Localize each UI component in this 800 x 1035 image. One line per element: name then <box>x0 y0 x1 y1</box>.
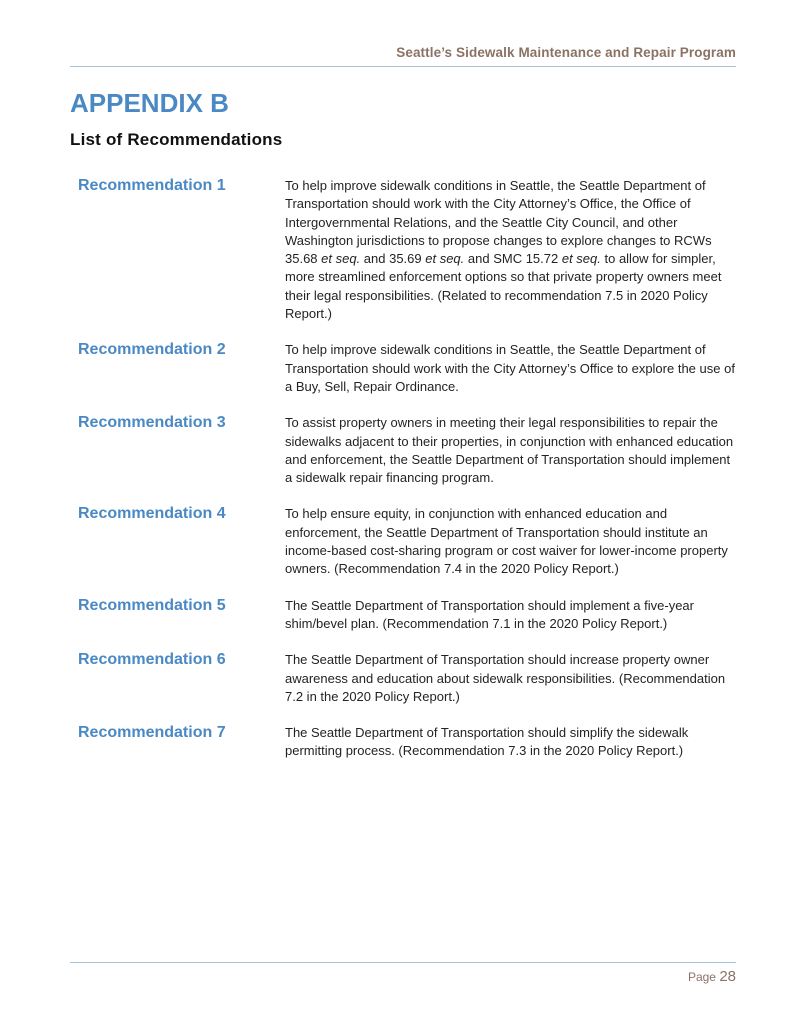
body-text: To help ensure equity, in conjunction with enhanced education and enforcement, the Seattle Department of Transportation should institute an income-based cost-sharing program or cost waiver for lower-income property owners. (Recommendation 7.4 in the 2020 Policy Report.) <box>285 506 728 577</box>
body-text: The Seattle Department of Transportation should implement a five-year shim/bevel plan. (Recommendation 7.1 in the 2020 Policy Report.) <box>285 597 694 631</box>
recommendation-row <box>70 414 736 487</box>
page-header <box>70 44 736 67</box>
recommendation-title: Recommendation 7 <box>78 724 226 742</box>
recommendation-row <box>70 597 736 634</box>
recommendation-title: Recommendation 3 <box>78 414 226 432</box>
page-footer <box>70 962 736 986</box>
recommendation-body <box>285 724 736 761</box>
body-text: To help improve sidewalk conditions in Seattle, the Seattle Department of Transportation should work with the City Attorney’s Office to explore the use of a Buy, Sell, Repair Ordinance. <box>285 342 735 394</box>
body-text: and 35.69 <box>360 251 426 267</box>
recommendation-title: Recommendation 5 <box>78 596 226 614</box>
body-text: The Seattle Department of Transportation should increase property owner awareness and education about sidewalk responsibilities. (Recommendation 7.2 in the 2020 Policy Report.) <box>285 652 726 704</box>
section-heading: List of Recommendations <box>70 130 283 149</box>
body-text: To help improve sidewalk conditions in Seattle, the Seattle Department of Transportation should work with the City Attorney’s Office, the Office of Intergovernmental Relations, and the Seattle City Council, and other Washington jurisdictions to propose changes to explore changes to RCWs 35.68 <box>285 178 712 267</box>
body-text-italic: et seq. <box>425 251 465 267</box>
recommendations-list <box>70 177 736 761</box>
report-title: Seattle’s Sidewalk Maintenance and Repair Program <box>396 45 736 60</box>
recommendation-body <box>285 505 736 578</box>
recommendation-body <box>285 341 736 396</box>
body-text-italic: et seq. <box>561 251 601 267</box>
recommendation-row <box>70 177 736 323</box>
recommendation-title: Recommendation 6 <box>78 651 226 669</box>
body-text: and SMC 15.72 <box>464 251 562 267</box>
recommendation-body <box>285 177 736 323</box>
recommendation-body <box>285 414 736 487</box>
recommendation-body <box>285 651 736 706</box>
recommendation-title: Recommendation 4 <box>78 505 226 523</box>
recommendation-row <box>70 651 736 706</box>
body-text: The Seattle Department of Transportation should simplify the sidewalk permitting process. (Recommendation 7.3 in the 2020 Policy Report.) <box>285 725 689 759</box>
body-text-italic: et seq. <box>321 251 361 267</box>
recommendation-body <box>285 597 736 634</box>
page-label: Page <box>687 970 720 984</box>
recommendation-title: Recommendation 2 <box>78 341 226 359</box>
recommendation-row <box>70 341 736 396</box>
body-text: to allow for simpler, more streamlined enforcement options so that private property owners meet their legal responsibilities. (Related to recommendation 7.5 in 2020 Policy Report.) <box>285 251 722 322</box>
recommendation-row <box>70 724 736 761</box>
page-number: 28 <box>719 968 736 985</box>
recommendation-title: Recommendation 1 <box>78 177 226 194</box>
body-text: To assist property owners in meeting their legal responsibilities to repair the sidewalks adjacent to their properties, in conjunction with enhanced education and enforcement, the Seattle Department of Transportation should implement a sidewalk repair financing program. <box>285 415 734 486</box>
appendix-heading: APPENDIX B <box>70 88 229 118</box>
recommendation-row <box>70 505 736 578</box>
